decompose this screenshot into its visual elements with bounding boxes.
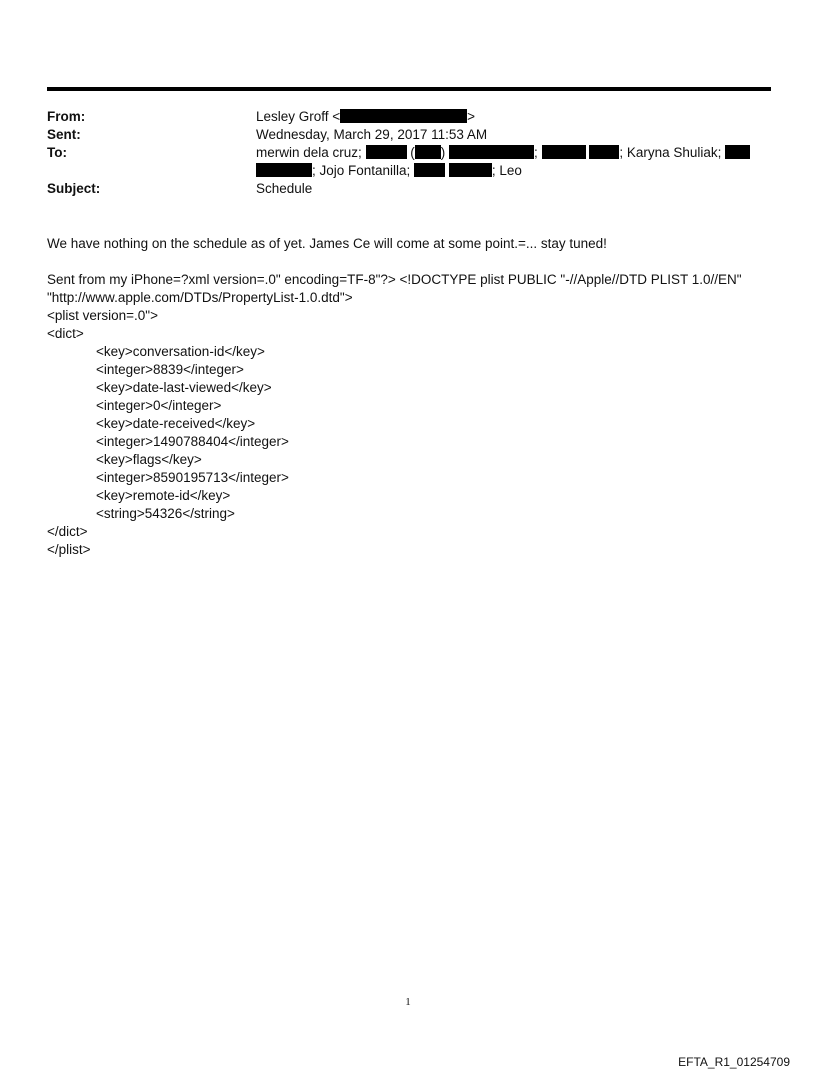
dict-open: <dict> [47, 326, 84, 341]
plist-entry: <integer>0</integer> [96, 398, 222, 413]
from-label: From: [47, 109, 86, 124]
to-recipient-text: ; Jojo Fontanilla; [312, 163, 415, 178]
to-recipient-text: merwin dela cruz; [256, 145, 366, 160]
to-value [256, 144, 771, 180]
redaction-block [589, 145, 619, 159]
from-close: > [467, 109, 476, 124]
subject-value: Schedule [256, 181, 313, 196]
message-text: We have nothing on the schedule as of yet. James Ce will come at some point.=... stay tuned! [47, 236, 607, 251]
plist-entry: <integer>8839</integer> [96, 362, 244, 377]
plist-entry: <key>remote-id</key> [96, 488, 231, 503]
plist-close: </plist> [47, 542, 91, 557]
plist-entry: <key>flags</key> [96, 452, 202, 467]
to-recipient-text: ; [534, 145, 542, 160]
plist-entry: <key>date-received</key> [96, 416, 256, 431]
to-recipient-text: ; Leo [491, 163, 522, 178]
page-number: 1 [405, 996, 411, 1008]
email-body [47, 235, 771, 559]
from-value [256, 108, 771, 126]
to-label: To: [47, 145, 67, 160]
sent-label: Sent: [47, 127, 81, 142]
plist-entry: <key>date-last-viewed</key> [96, 380, 272, 395]
redaction-block [449, 145, 534, 159]
subject-row [47, 180, 771, 198]
plist-open: <plist version=.0"> [47, 308, 158, 323]
to-line-2 [256, 162, 771, 180]
email-header [47, 108, 771, 198]
redaction-block [414, 163, 445, 177]
plist-entry: <key>conversation-id</key> [96, 344, 265, 359]
subject-label: Subject: [47, 181, 101, 196]
redaction-block [542, 145, 586, 159]
plist-entry: <string>54326</string> [96, 506, 235, 521]
sent-from-line-2: "http://www.apple.com/DTDs/PropertyList-1.0.dtd"> [47, 290, 353, 305]
header-rule [47, 87, 771, 91]
plist-entry: <integer>8590195713</integer> [96, 470, 289, 485]
plist-entry: <integer>1490788404</integer> [96, 434, 289, 449]
to-recipient-text: ) [440, 145, 450, 160]
redaction-block [256, 163, 312, 177]
to-recipient-text: ; Karyna Shuliak; [619, 145, 726, 160]
from-row [47, 108, 771, 126]
sent-row [47, 126, 771, 144]
dict-close: </dict> [47, 524, 88, 539]
sent-value: Wednesday, March 29, 2017 11:53 AM [256, 127, 488, 142]
redaction-block [366, 145, 407, 159]
redaction-block [415, 145, 441, 159]
to-row [47, 144, 771, 180]
from-name: Lesley Groff < [256, 109, 341, 124]
to-recipient-text: ( [406, 145, 415, 160]
document-id: EFTA_R1_01254709 [678, 1055, 790, 1069]
redaction-block [340, 109, 467, 123]
redaction-block [725, 145, 750, 159]
sent-from-line-1: Sent from my iPhone=?xml version=.0" encoding=TF-8"?> <!DOCTYPE plist PUBLIC "-//Apple//DTD PLIST 1.0//EN" [47, 272, 742, 287]
to-line-1 [256, 144, 771, 162]
redaction-block [449, 163, 492, 177]
